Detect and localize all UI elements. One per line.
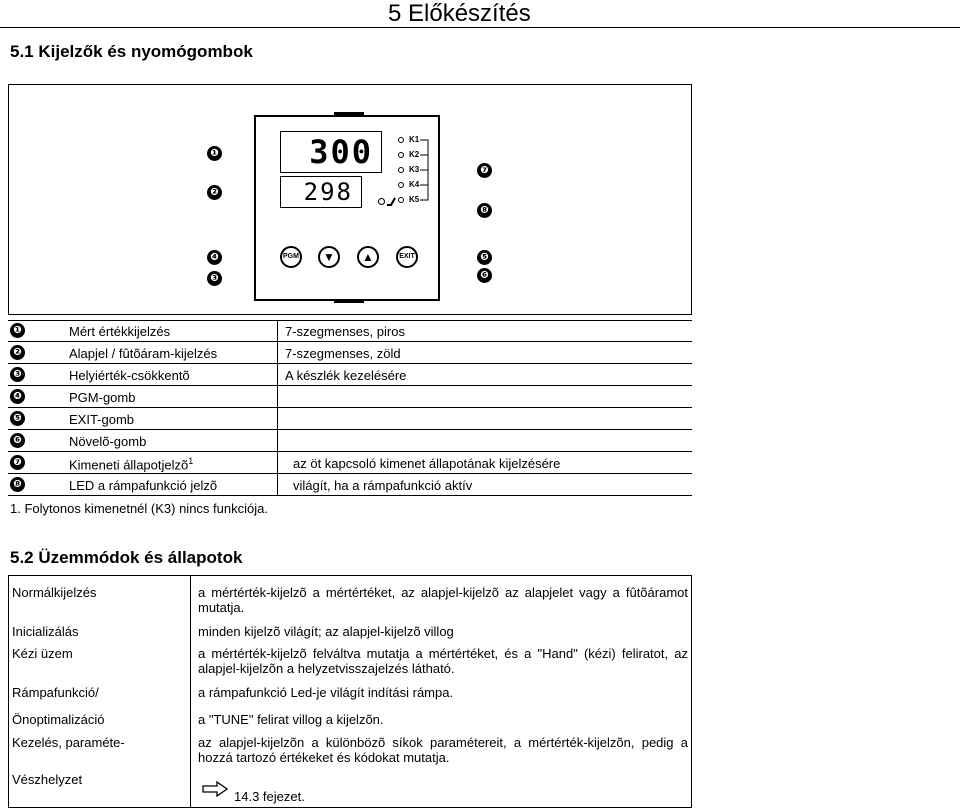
key-desc: 7-szegmenses, zöld (285, 346, 401, 361)
key-marker: ❽ (10, 477, 25, 492)
key-name: Kimeneti állapotjelzõ (69, 457, 189, 473)
mode-name: Inicializálás (12, 624, 79, 639)
led-k3 (398, 164, 438, 176)
key-row-5 (8, 408, 692, 430)
exit-button[interactable]: EXIT (396, 246, 418, 268)
key-marker: ❸ (10, 367, 25, 382)
led-label: K2 (409, 150, 420, 159)
mode-desc: az alapjel-kijelzõn a különbözõ síkok paramétereit, a mértérték-kijelzõn, pedig a hozzá tartozó értékeket és kódokat mutatja. (198, 735, 688, 765)
led-indicator-icon (398, 197, 404, 203)
key-row-3 (8, 364, 692, 386)
key-name: PGM-gomb (69, 390, 136, 405)
section-heading-5-2: 5.2 Üzemmódok és állapotok (10, 548, 243, 567)
key-name: Mért értékkijelzés (69, 324, 171, 339)
key-marker: ❶ (10, 323, 25, 338)
key-marker: ❻ (10, 433, 25, 448)
header-rule (0, 27, 960, 28)
key-desc: világít, ha a rámpafunkció aktív (293, 478, 473, 493)
callout-marker-1: ❶ (207, 146, 222, 161)
mode-name: Önoptimalizáció (12, 712, 105, 727)
chapter-reference: 14.3 fejezet. (234, 789, 305, 804)
led-label: K4 (409, 180, 420, 189)
key-table (8, 320, 692, 496)
led-indicator-icon (398, 152, 404, 158)
mode-name: Vészhelyzet (12, 772, 83, 787)
mode-desc: a mértérték-kijelzõ felváltva mutatja a mértértéket, és a "Hand" (kézi) feliratot, az alapjel-kijelzõn a helyzetvisszajelzés látható. (198, 646, 688, 676)
led-k4 (398, 179, 438, 191)
led-label: K3 (409, 165, 420, 174)
arrow-right-outline-icon (202, 781, 228, 797)
callout-marker-7: ❼ (477, 163, 492, 178)
mode-desc: a "TUNE" felirat villog a kijelzõn. (198, 712, 384, 727)
footnote: 1. Folytonos kimenetnél (K3) nincs funkciója. (10, 501, 268, 516)
down-button[interactable]: ▼ (318, 246, 340, 268)
key-marker: ❼ (10, 455, 25, 470)
led-indicator-icon (398, 137, 404, 143)
mode-name: Kezelés, paraméte- (12, 735, 125, 750)
mode-desc: a rámpafunkció Led-je világít indítási rámpa. (198, 685, 454, 700)
callout-marker-5: ❺ (477, 250, 492, 265)
key-name: Növelõ-gomb (69, 434, 147, 449)
led-label: K5 (409, 195, 420, 204)
key-row-6 (8, 430, 692, 452)
led-label: K1 (409, 135, 420, 144)
callout-marker-2: ❷ (207, 185, 222, 200)
callout-marker-8: ❽ (477, 203, 492, 218)
key-row-4 (8, 386, 692, 408)
key-name-with-footnote (69, 456, 193, 472)
key-name: EXIT-gomb (69, 412, 135, 427)
led-indicator-icon (398, 167, 404, 173)
key-name: Alapjel / fûtõáram-kijelzés (69, 346, 218, 361)
key-name: Helyiérték-csökkentõ (69, 368, 190, 383)
mode-name: Kézi üzem (12, 646, 73, 661)
led-indicator-icon (398, 182, 404, 188)
key-row-1 (8, 320, 692, 342)
mode-desc: a mértérték-kijelzõ a mértértéket, az alapjel-kijelzõ az alapjelet vagy a fûtõáramot mutatja. (198, 585, 688, 615)
key-desc: az öt kapcsoló kimenet állapotának kijelzésére (293, 456, 561, 471)
mode-name: Rámpafunkció/ (12, 685, 99, 700)
modes-table-column-divider (190, 575, 191, 808)
key-name: LED a rámpafunkció jelzõ (69, 478, 218, 493)
setpoint-display: 298 (280, 176, 362, 208)
ramp-symbol-icon (386, 196, 396, 206)
key-row-8 (8, 474, 692, 496)
led-bracket-icon (420, 134, 432, 208)
up-button[interactable]: ▲ (357, 246, 379, 268)
key-marker: ❺ (10, 411, 25, 426)
mode-desc: minden kijelzõ világít; az alapjel-kijelzõ villog (198, 624, 454, 639)
key-desc: A készlék kezelésére (285, 368, 407, 383)
callout-marker-4: ❹ (207, 250, 222, 265)
footnote-ref: 1 (188, 456, 194, 466)
callout-marker-6: ❻ (477, 268, 492, 283)
key-marker: ❷ (10, 345, 25, 360)
chapter-title: 5 Előkészítés (388, 0, 531, 27)
callout-marker-3: ❸ (207, 271, 222, 286)
mode-name: Normálkijelzés (12, 585, 97, 600)
key-row-7 (8, 452, 692, 474)
pgm-button[interactable]: PGM (280, 246, 302, 268)
led-k2 (398, 149, 438, 161)
led-k5 (398, 194, 438, 206)
key-desc: 7-szegmenses, piros (285, 324, 405, 339)
led-k1 (398, 134, 438, 146)
process-value-display: 300 (280, 131, 382, 173)
section-heading-5-1: 5.1 Kijelzők és nyomógombok (10, 42, 253, 61)
ramp-led-icon (378, 198, 385, 205)
key-marker: ❹ (10, 389, 25, 404)
key-row-2 (8, 342, 692, 364)
